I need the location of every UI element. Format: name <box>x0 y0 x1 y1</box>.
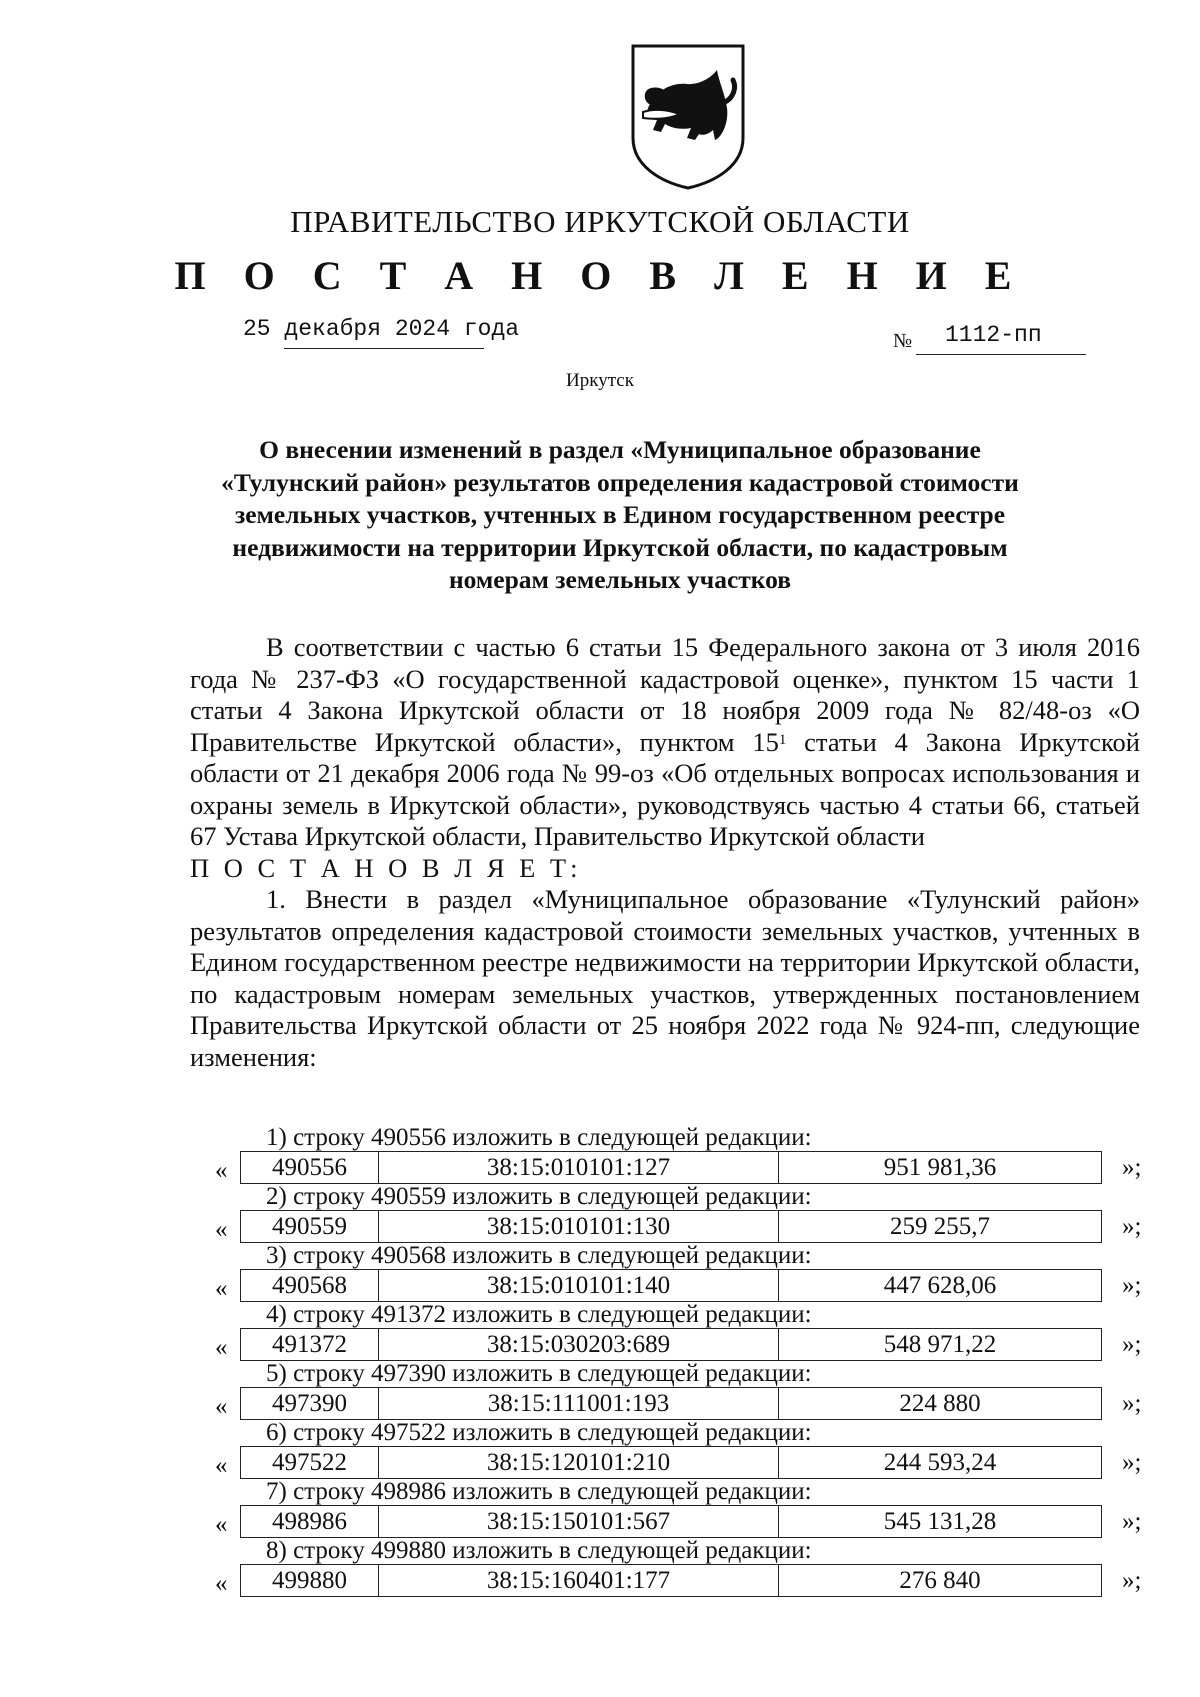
amendment-label: 3) строку 490568 изложить в следующей редакции: <box>266 1242 812 1269</box>
quote-close: »; <box>1122 1272 1142 1299</box>
amendment-table-row <box>190 1505 1150 1539</box>
amendment-item <box>190 1125 1150 1184</box>
quote-close: »; <box>1122 1390 1142 1417</box>
document-type: П О С Т А Н О В Л Е Н И Е <box>174 253 1026 298</box>
point-1: 1. Внести в раздел «Муниципальное образование «Тулунский район» результатов определения кадастровой стоимости земельных участков, учтенных в Едином государственном реестре недвижимости на территории Иркутской области, по кадастровым номерам земельных участков, утвержденных постановлением Правительства Иркутской области от 25 ноября 2022 года № 924-пп, следующие изменения: <box>190 884 1140 1072</box>
row-number-cell: 490559 <box>241 1211 379 1242</box>
quote-open: « <box>215 1334 228 1361</box>
cadastral-number-cell: 38:15:010101:140 <box>379 1270 779 1301</box>
table-row <box>240 1269 1102 1302</box>
quote-close: »; <box>1122 1154 1142 1181</box>
government-name: ПРАВИТЕЛЬСТВО ИРКУТСКОЙ ОБЛАСТИ <box>290 204 910 239</box>
amendment-table-row <box>190 1328 1150 1362</box>
quote-close: »; <box>1122 1508 1142 1535</box>
quote-open: « <box>215 1511 228 1538</box>
amendment-label: 6) строку 497522 изложить в следующей редакции: <box>266 1419 812 1446</box>
preamble-text-1: В соответствии с частью 6 статьи 15 Федерального закона от 3 июля 2016 года № 237-ФЗ «О государственной кадастровой оценке», пунктом 15 части 1 статьи 4 Закона Иркутской области от 18 ноября 2009 года № 82/48-оз «О Правительстве Иркутской области», пунктом 15 <box>190 632 1140 757</box>
cadastral-value-cell: 259 255,7 <box>890 1213 990 1240</box>
quote-open: « <box>215 1216 228 1243</box>
number-underline <box>916 354 1086 355</box>
table-row <box>240 1151 1102 1184</box>
amendment-label: 7) строку 498986 изложить в следующей редакции: <box>266 1478 812 1505</box>
amendment-item <box>190 1538 1150 1597</box>
decree-number: 1112-пп <box>945 322 1042 348</box>
row-number-cell: 497390 <box>241 1388 379 1419</box>
cadastral-number-cell: 38:15:030203:689 <box>379 1329 779 1360</box>
cadastral-value-cell: 548 971,22 <box>883 1331 997 1358</box>
cadastral-value-cell: 244 593,24 <box>883 1449 997 1476</box>
cadastral-number-cell: 38:15:150101:567 <box>379 1506 779 1537</box>
table-row <box>240 1505 1102 1538</box>
amendment-item <box>190 1479 1150 1538</box>
table-row <box>240 1387 1102 1420</box>
quote-close: »; <box>1122 1449 1142 1476</box>
amendment-item <box>190 1243 1150 1302</box>
row-number-cell: 490568 <box>241 1270 379 1301</box>
row-number-cell: 491372 <box>241 1329 379 1360</box>
preamble <box>190 632 1140 853</box>
cadastral-value-cell: 224 880 <box>899 1390 981 1417</box>
amendment-table-row <box>190 1210 1150 1244</box>
amendment-list <box>190 1125 1150 1597</box>
quote-open: « <box>215 1393 228 1420</box>
amendment-table-row <box>190 1151 1150 1185</box>
amendment-label: 8) строку 499880 изложить в следующей редакции: <box>266 1537 812 1564</box>
amendment-item <box>190 1420 1150 1479</box>
decree-date: 25 декабря 2024 года <box>243 316 520 342</box>
amendment-label: 4) строку 491372 изложить в следующей редакции: <box>266 1301 812 1328</box>
cadastral-number-cell: 38:15:111001:193 <box>379 1388 779 1419</box>
row-number-cell: 490556 <box>241 1152 379 1183</box>
table-row <box>240 1446 1102 1479</box>
amendment-table-row <box>190 1446 1150 1480</box>
row-number-cell: 499880 <box>241 1565 379 1596</box>
resolves-heading: П О С Т А Н О В Л Я Е Т: <box>190 852 582 883</box>
city: Иркутск <box>566 370 634 391</box>
amendment-item <box>190 1302 1150 1361</box>
quote-open: « <box>215 1275 228 1302</box>
row-number-cell: 497522 <box>241 1447 379 1478</box>
quote-close: »; <box>1122 1331 1142 1358</box>
number-sign: № <box>893 330 913 352</box>
row-number-cell: 498986 <box>241 1506 379 1537</box>
table-row <box>240 1328 1102 1361</box>
cadastral-number-cell: 38:15:010101:130 <box>379 1211 779 1242</box>
amendment-table-row <box>190 1564 1150 1598</box>
quote-close: »; <box>1122 1567 1142 1594</box>
cadastral-value-cell: 276 840 <box>899 1567 981 1594</box>
preamble-superscript: 1 <box>778 731 787 748</box>
amendment-table-row <box>190 1269 1150 1303</box>
cadastral-value-cell: 545 131,28 <box>883 1508 997 1535</box>
quote-open: « <box>215 1570 228 1597</box>
cadastral-value-cell: 447 628,06 <box>883 1272 997 1299</box>
amendment-item <box>190 1361 1150 1420</box>
preamble-text-2: статьи 4 Закона Иркутской области от 21 декабря 2006 года № 99-оз «Об отдельных вопросах использования и охраны земель в Иркутской области», руководствуясь частью 4 статьи 66, статьей 67 Устава Иркутской области, Правительство Иркутской области <box>190 726 1140 851</box>
cadastral-number-cell: 38:15:010101:127 <box>379 1152 779 1183</box>
cadastral-value-cell: 951 981,36 <box>883 1154 997 1181</box>
coat-of-arms-icon <box>629 42 747 190</box>
amendment-label: 2) строку 490559 изложить в следующей редакции: <box>266 1183 812 1210</box>
document-title: О внесении изменений в раздел «Муниципальное образование «Тулунский район» результатов определения кадастровой стоимости земельных участков, учтенных в Едином государственном реестре недвижимости на территории Иркутской области, по кадастровым номерам земельных участков <box>221 435 1019 594</box>
quote-open: « <box>215 1157 228 1184</box>
amendment-table-row <box>190 1387 1150 1421</box>
document-body <box>190 632 1140 1073</box>
amendment-label: 5) строку 497390 изложить в следующей редакции: <box>266 1360 812 1387</box>
table-row <box>240 1564 1102 1597</box>
quote-open: « <box>215 1452 228 1479</box>
cadastral-number-cell: 38:15:160401:177 <box>379 1565 779 1596</box>
amendment-label: 1) строку 490556 изложить в следующей редакции: <box>266 1124 812 1151</box>
cadastral-number-cell: 38:15:120101:210 <box>379 1447 779 1478</box>
date-underline <box>284 348 484 349</box>
quote-close: »; <box>1122 1213 1142 1240</box>
amendment-item <box>190 1184 1150 1243</box>
table-row <box>240 1210 1102 1243</box>
